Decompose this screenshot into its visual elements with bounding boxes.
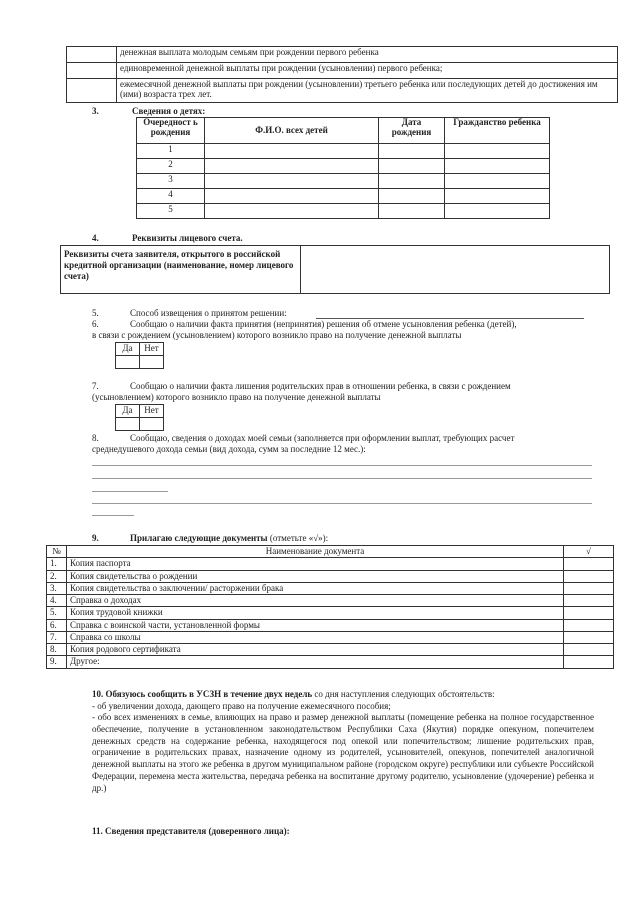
benefit-type-text: ежемесячной денежной выплаты при рождении (усыновлении) третьего ребенка или последующих детей до достижения им (ими) возраста трех лет. <box>117 79 618 103</box>
check-cell[interactable] <box>564 582 614 594</box>
section9-title: Прилагаю следующие документы <box>130 533 268 543</box>
table-header-row <box>47 546 614 558</box>
section5-text: Способ извещения о принятом решении: <box>130 308 287 318</box>
column-header-name: Ф.И.О. всех детей <box>205 118 379 144</box>
table-row <box>137 189 550 204</box>
checkbox-cell[interactable] <box>67 79 117 103</box>
table-row <box>47 570 614 582</box>
yes-option[interactable]: Да <box>116 343 140 356</box>
child-citizenship-cell[interactable] <box>445 189 550 204</box>
check-cell[interactable] <box>564 644 614 656</box>
section10-item2: - обо всех изменениях в семье, влияющих на право и размер денежной выплаты (помещение ребенка на полное государственное обеспечение, получение в установленном законодательством Республики Саха (Якутия) порядке опекуном, попечителем денежных средств на содержание ребенка, находящегося под опекой или попечительством; лишение родительских прав, ограничение в родительских правах, назначение одному из родителей, усыновителей, опекунов, попечителей аналогичной денежной выплаты на этого же ребенка в другом муниципальном районе (городском округе) республики или субъекте Российской Федерации, перемена места жительства, передача ребенка на воспитание другому родителю, усыновление (удочерение) ребенка и др.) <box>92 712 594 793</box>
section3-title: Сведения о детях: <box>132 106 206 116</box>
section4-title: Реквизиты лицевого счета. <box>132 233 243 243</box>
child-date-cell[interactable] <box>379 159 445 174</box>
child-citizenship-cell[interactable] <box>445 144 550 159</box>
row-number: 1. <box>47 558 67 570</box>
yes-option[interactable]: Да <box>116 405 140 418</box>
child-citizenship-cell[interactable] <box>445 174 550 189</box>
section9-note: (отметьте «√»): <box>269 533 329 543</box>
no-option[interactable]: Нет <box>140 343 164 356</box>
no-check-cell[interactable] <box>140 356 164 369</box>
yes-check-cell[interactable] <box>116 418 140 431</box>
document-name: Копия свидетельства о рождении <box>67 570 564 582</box>
section8-text-line2: среднедушевого дохода семьи (вид дохода, сумм за последние 12 мес.): <box>92 444 366 454</box>
section10-title: 10. Обязуюсь сообщить в УСЗН в течение двух недель <box>92 689 313 699</box>
section11-title: 11. Сведения представителя (доверенного лица): <box>92 826 290 836</box>
document-name: Копия паспорта <box>67 558 564 570</box>
document-name: Справка с воинской части, установленной формы <box>67 619 564 631</box>
column-header-document: Наименование документа <box>67 546 564 558</box>
income-line[interactable] <box>92 503 592 504</box>
table-row <box>47 656 614 668</box>
child-date-cell[interactable] <box>379 189 445 204</box>
column-header-number: № <box>47 546 67 558</box>
row-number: 3 <box>137 174 205 189</box>
table-row <box>47 582 614 594</box>
check-cell[interactable] <box>564 656 614 668</box>
table-header-row <box>137 118 550 144</box>
section10-title-rest: со дня наступления следующих обстоятельств: <box>314 689 495 699</box>
column-header-date: Дата рождения <box>379 118 445 144</box>
no-check-cell[interactable] <box>140 418 164 431</box>
section6-text-line2: в связи с рождением (усыновлением) которого возникло право на получение денежной выплаты <box>92 330 462 340</box>
section7-yes-no <box>115 404 164 431</box>
check-cell[interactable] <box>564 619 614 631</box>
row-number: 7. <box>47 631 67 643</box>
account-table <box>60 245 610 294</box>
account-value-cell[interactable] <box>301 246 610 294</box>
section6-text-line1: Сообщаю о наличии факта принятия (непринятия) решения об отмене усыновления ребенка (детей), <box>130 319 517 329</box>
income-line[interactable] <box>92 478 592 479</box>
benefit-type-text: денежная выплата молодым семьям при рождении первого ребенка <box>117 47 618 63</box>
table-row <box>47 644 614 656</box>
documents-table <box>46 545 614 669</box>
table-row <box>137 144 550 159</box>
document-name: Другое: <box>67 656 564 668</box>
document-name: Справка о доходах <box>67 595 564 607</box>
row-number: 4. <box>47 595 67 607</box>
document-name: Справка со школы <box>67 631 564 643</box>
table-row <box>47 607 614 619</box>
section6-number: 6. <box>92 319 99 329</box>
child-citizenship-cell[interactable] <box>445 159 550 174</box>
child-date-cell[interactable] <box>379 174 445 189</box>
table-row <box>137 174 550 189</box>
checkbox-cell[interactable] <box>67 63 117 79</box>
table-row <box>137 159 550 174</box>
table-row <box>67 79 618 103</box>
row-number: 1 <box>137 144 205 159</box>
row-number: 5. <box>47 607 67 619</box>
section10-item1: - об увеличении дохода, дающего право на получение ежемесячного пособия; <box>92 700 391 711</box>
section6-yes-no <box>115 342 164 369</box>
section8-text-line1: Сообщаю, сведения о доходах моей семьи (заполняется при оформлении выплат, требующих расчет <box>130 433 515 443</box>
child-name-cell[interactable] <box>205 174 379 189</box>
table-row <box>47 595 614 607</box>
child-name-cell[interactable] <box>205 189 379 204</box>
child-name-cell[interactable] <box>205 159 379 174</box>
row-number: 9. <box>47 656 67 668</box>
table-row <box>47 558 614 570</box>
document-name: Копия родового сертификата <box>67 644 564 656</box>
column-header-order: Очередност ь рождения <box>137 118 205 144</box>
document-name: Копия свидетельства о заключении/ расторжении брака <box>67 582 564 594</box>
account-label: Реквизиты счета заявителя, открытого в российской кредитной организации (наименование, номер лицевого счета) <box>61 246 301 294</box>
check-cell[interactable] <box>564 595 614 607</box>
income-line[interactable] <box>92 515 134 516</box>
income-line[interactable] <box>92 491 168 492</box>
row-number: 3. <box>47 582 67 594</box>
row-number: 2. <box>47 570 67 582</box>
benefit-type-text: единовременной денежной выплаты при рождении (усыновлении) первого ребенка; <box>117 63 618 79</box>
section10-heading <box>92 689 594 701</box>
row-number: 2 <box>137 159 205 174</box>
section4-number: 4. <box>92 233 99 243</box>
no-option[interactable]: Нет <box>140 405 164 418</box>
section7-text-line2: (усыновлением) которого возникло право на получение денежной выплаты <box>92 392 381 402</box>
section7-text-line1: Сообщаю о наличии факта лишения родительских прав в отношении ребенка, в связи с рождением <box>130 381 511 391</box>
row-number: 8. <box>47 644 67 656</box>
section9-heading <box>130 533 328 544</box>
checkbox-cell[interactable] <box>67 47 117 63</box>
section8-number: 8. <box>92 433 99 443</box>
income-line[interactable] <box>92 465 592 466</box>
section9-number: 9. <box>92 533 99 543</box>
document-name: Копия трудовой книжки <box>67 607 564 619</box>
table-row <box>67 63 618 79</box>
section3-number: 3. <box>92 106 99 116</box>
children-table <box>136 117 550 219</box>
child-name-cell[interactable] <box>205 144 379 159</box>
child-name-cell[interactable] <box>205 204 379 219</box>
row-number: 4 <box>137 189 205 204</box>
table-row <box>47 631 614 643</box>
row-number: 6. <box>47 619 67 631</box>
column-header-citizenship: Гражданство ребенка <box>445 118 550 144</box>
section10 <box>92 689 594 794</box>
check-cell[interactable] <box>564 607 614 619</box>
child-citizenship-cell[interactable] <box>445 204 550 219</box>
check-cell[interactable] <box>564 631 614 643</box>
table-row <box>61 246 610 294</box>
check-cell[interactable] <box>564 570 614 582</box>
table-row <box>47 619 614 631</box>
row-number: 5 <box>137 204 205 219</box>
check-cell[interactable] <box>564 558 614 570</box>
table-row <box>137 204 550 219</box>
section5-number: 5. <box>92 308 99 318</box>
child-date-cell[interactable] <box>379 144 445 159</box>
section7-number: 7. <box>92 381 99 391</box>
table-row <box>67 47 618 63</box>
yes-check-cell[interactable] <box>116 356 140 369</box>
child-date-cell[interactable] <box>379 204 445 219</box>
benefit-type-table <box>66 46 618 103</box>
column-header-check: √ <box>564 546 614 558</box>
